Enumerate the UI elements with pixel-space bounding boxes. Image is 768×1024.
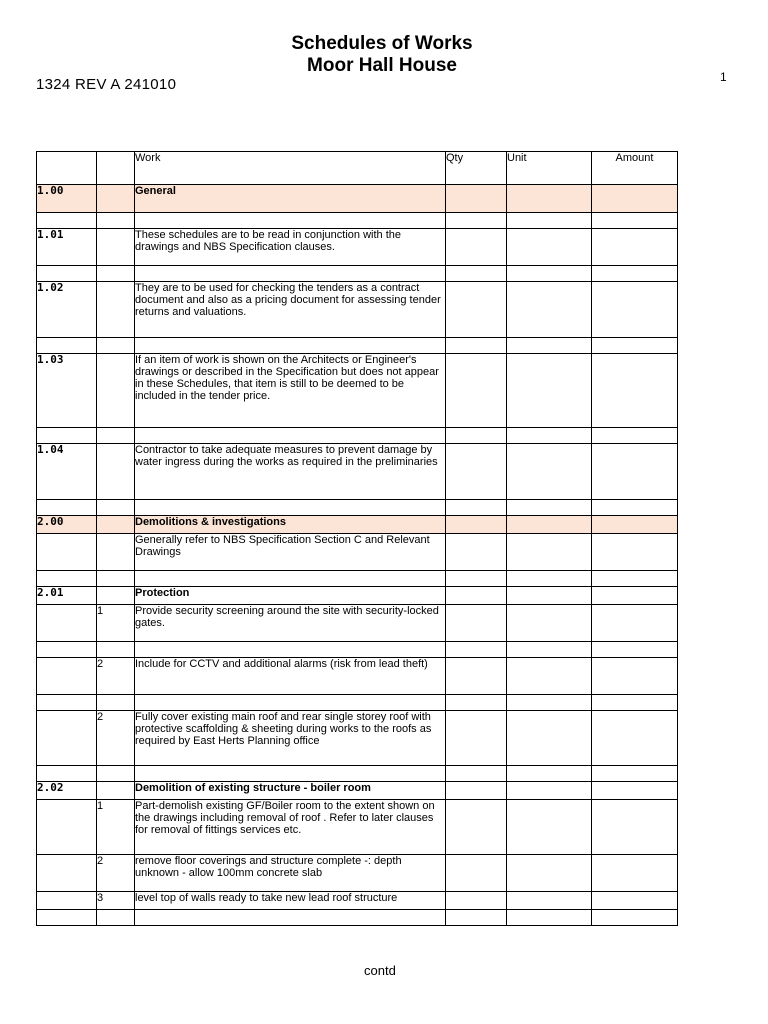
item-ref	[37, 338, 97, 354]
header-qty: Qty	[446, 152, 507, 185]
header-amount: Amount	[592, 152, 678, 185]
qty-cell	[446, 229, 507, 266]
document-title: Schedules of Works	[291, 33, 473, 54]
amount-cell	[592, 428, 678, 444]
amount-cell	[592, 766, 678, 782]
qty-cell	[446, 282, 507, 338]
item-ref	[37, 571, 97, 587]
item-ref: 1.01	[37, 229, 97, 266]
sub-item-number	[97, 282, 135, 338]
table-row	[37, 500, 678, 516]
unit-cell	[507, 229, 592, 266]
table-row	[37, 229, 678, 266]
work-description: They are to be used for checking the tenders as a contract document and also as a pricing document for assessing tender returns and valuations.	[135, 282, 446, 338]
unit-cell	[507, 213, 592, 229]
unit-cell	[507, 766, 592, 782]
table-row	[37, 428, 678, 444]
unit-cell	[507, 282, 592, 338]
work-description	[135, 766, 446, 782]
item-ref: 2.00	[37, 516, 97, 534]
table-header-row	[37, 152, 678, 185]
qty-cell	[446, 338, 507, 354]
table-row	[37, 892, 678, 910]
header-sub-cell	[97, 152, 135, 185]
work-description: level top of walls ready to take new lead roof structure	[135, 892, 446, 910]
item-ref	[37, 500, 97, 516]
unit-cell	[507, 185, 592, 213]
work-description	[135, 910, 446, 926]
item-ref: 1.03	[37, 354, 97, 428]
unit-cell	[507, 892, 592, 910]
work-description	[135, 338, 446, 354]
sub-item-number: 2	[97, 711, 135, 766]
qty-cell	[446, 605, 507, 642]
sub-item-number	[97, 534, 135, 571]
item-ref	[37, 658, 97, 695]
qty-cell	[446, 695, 507, 711]
unit-cell	[507, 910, 592, 926]
table-row	[37, 534, 678, 571]
table-row	[37, 782, 678, 800]
header-work: Work	[135, 152, 446, 185]
sub-item-number: 3	[97, 892, 135, 910]
sub-item-number	[97, 571, 135, 587]
work-description	[135, 428, 446, 444]
item-ref	[37, 892, 97, 910]
table-row	[37, 711, 678, 766]
work-description: Protection	[135, 587, 446, 605]
work-description: Part-demolish existing GF/Boiler room to the extent shown on the drawings including removal of roof . Refer to later clauses for removal of fittings services etc.	[135, 800, 446, 855]
unit-cell	[507, 711, 592, 766]
qty-cell	[446, 571, 507, 587]
table-row	[37, 855, 678, 892]
item-ref	[37, 695, 97, 711]
unit-cell	[507, 695, 592, 711]
item-ref	[37, 910, 97, 926]
item-ref	[37, 642, 97, 658]
table-row	[37, 282, 678, 338]
table-row	[37, 658, 678, 695]
amount-cell	[592, 354, 678, 428]
item-ref	[37, 800, 97, 855]
qty-cell	[446, 782, 507, 800]
sub-item-number	[97, 338, 135, 354]
work-description	[135, 695, 446, 711]
unit-cell	[507, 428, 592, 444]
table-row	[37, 444, 678, 500]
amount-cell	[592, 695, 678, 711]
qty-cell	[446, 534, 507, 571]
sub-item-number: 1	[97, 605, 135, 642]
work-description: If an item of work is shown on the Architects or Engineer's drawings or described in the Specification but does not appear in these Schedules, that item is still to be deemed to be included in the tender price.	[135, 354, 446, 428]
item-ref: 2.02	[37, 782, 97, 800]
unit-cell	[507, 354, 592, 428]
amount-cell	[592, 711, 678, 766]
page-number: 1	[720, 70, 727, 84]
qty-cell	[446, 658, 507, 695]
unit-cell	[507, 605, 592, 642]
work-description	[135, 266, 446, 282]
amount-cell	[592, 444, 678, 500]
item-ref: 1.04	[37, 444, 97, 500]
header-ref-cell	[37, 152, 97, 185]
amount-cell	[592, 800, 678, 855]
amount-cell	[592, 185, 678, 213]
unit-cell	[507, 587, 592, 605]
amount-cell	[592, 534, 678, 571]
amount-cell	[592, 213, 678, 229]
header-unit: Unit	[507, 152, 592, 185]
unit-cell	[507, 534, 592, 571]
table-row	[37, 605, 678, 642]
unit-cell	[507, 658, 592, 695]
work-description: These schedules are to be read in conjunction with the drawings and NBS Specification clauses.	[135, 229, 446, 266]
work-description	[135, 642, 446, 658]
table-row	[37, 338, 678, 354]
unit-cell	[507, 855, 592, 892]
sub-item-number: 2	[97, 855, 135, 892]
table-row	[37, 695, 678, 711]
amount-cell	[592, 338, 678, 354]
unit-cell	[507, 800, 592, 855]
amount-cell	[592, 571, 678, 587]
qty-cell	[446, 428, 507, 444]
item-ref: 1.00	[37, 185, 97, 213]
item-ref	[37, 605, 97, 642]
work-description: Provide security screening around the site with security-locked gates.	[135, 605, 446, 642]
sub-item-number	[97, 213, 135, 229]
sub-item-number	[97, 516, 135, 534]
table-row	[37, 354, 678, 428]
item-ref: 1.02	[37, 282, 97, 338]
sub-item-number	[97, 185, 135, 213]
unit-cell	[507, 500, 592, 516]
table-row	[37, 642, 678, 658]
sub-item-number: 2	[97, 658, 135, 695]
item-ref	[37, 213, 97, 229]
table-row	[37, 910, 678, 926]
table-row	[37, 185, 678, 213]
unit-cell	[507, 338, 592, 354]
sub-item-number	[97, 587, 135, 605]
qty-cell	[446, 500, 507, 516]
qty-cell	[446, 354, 507, 428]
table-row	[37, 800, 678, 855]
qty-cell	[446, 855, 507, 892]
amount-cell	[592, 892, 678, 910]
item-ref	[37, 855, 97, 892]
work-description	[135, 571, 446, 587]
table-row	[37, 266, 678, 282]
work-description: General	[135, 185, 446, 213]
unit-cell	[507, 571, 592, 587]
unit-cell	[507, 516, 592, 534]
amount-cell	[592, 605, 678, 642]
work-description: Generally refer to NBS Specification Section C and Relevant Drawings	[135, 534, 446, 571]
qty-cell	[446, 444, 507, 500]
amount-cell	[592, 282, 678, 338]
sub-item-number	[97, 695, 135, 711]
document-reference: 1324 REV A 241010	[36, 76, 177, 93]
qty-cell	[446, 892, 507, 910]
unit-cell	[507, 782, 592, 800]
amount-cell	[592, 910, 678, 926]
item-ref	[37, 711, 97, 766]
amount-cell	[592, 516, 678, 534]
qty-cell	[446, 910, 507, 926]
amount-cell	[592, 642, 678, 658]
qty-cell	[446, 516, 507, 534]
amount-cell	[592, 229, 678, 266]
qty-cell	[446, 213, 507, 229]
work-description	[135, 500, 446, 516]
sub-item-number	[97, 910, 135, 926]
table-row	[37, 587, 678, 605]
sub-item-number	[97, 354, 135, 428]
amount-cell	[592, 782, 678, 800]
sub-item-number	[97, 766, 135, 782]
work-description: remove floor coverings and structure complete -: depth unknown - allow 100mm concrete slab	[135, 855, 446, 892]
amount-cell	[592, 658, 678, 695]
qty-cell	[446, 587, 507, 605]
unit-cell	[507, 444, 592, 500]
table-row	[37, 516, 678, 534]
sub-item-number	[97, 266, 135, 282]
work-description: Contractor to take adequate measures to prevent damage by water ingress during the works as required in the preliminaries	[135, 444, 446, 500]
item-ref	[37, 766, 97, 782]
qty-cell	[446, 185, 507, 213]
amount-cell	[592, 500, 678, 516]
work-description: Include for CCTV and additional alarms (risk from lead theft)	[135, 658, 446, 695]
sub-item-number	[97, 642, 135, 658]
amount-cell	[592, 266, 678, 282]
qty-cell	[446, 800, 507, 855]
item-ref	[37, 266, 97, 282]
sub-item-number	[97, 229, 135, 266]
work-description: Fully cover existing main roof and rear single storey roof with protective scaffolding & sheeting during works to the roofs as required by East Herts Planning office	[135, 711, 446, 766]
qty-cell	[446, 642, 507, 658]
sub-item-number	[97, 782, 135, 800]
work-description	[135, 213, 446, 229]
table-row	[37, 213, 678, 229]
item-ref	[37, 428, 97, 444]
item-ref	[37, 534, 97, 571]
sub-item-number	[97, 500, 135, 516]
project-name: Moor Hall House	[307, 55, 457, 76]
unit-cell	[507, 266, 592, 282]
table-row	[37, 571, 678, 587]
qty-cell	[446, 711, 507, 766]
amount-cell	[592, 587, 678, 605]
sub-item-number	[97, 428, 135, 444]
work-description: Demolition of existing structure - boiler room	[135, 782, 446, 800]
amount-cell	[592, 855, 678, 892]
continued-note: contd	[364, 963, 396, 978]
sub-item-number	[97, 444, 135, 500]
item-ref: 2.01	[37, 587, 97, 605]
qty-cell	[446, 766, 507, 782]
work-description: Demolitions & investigations	[135, 516, 446, 534]
unit-cell	[507, 642, 592, 658]
table-row	[37, 766, 678, 782]
schedule-table	[36, 151, 678, 926]
qty-cell	[446, 266, 507, 282]
sub-item-number: 1	[97, 800, 135, 855]
